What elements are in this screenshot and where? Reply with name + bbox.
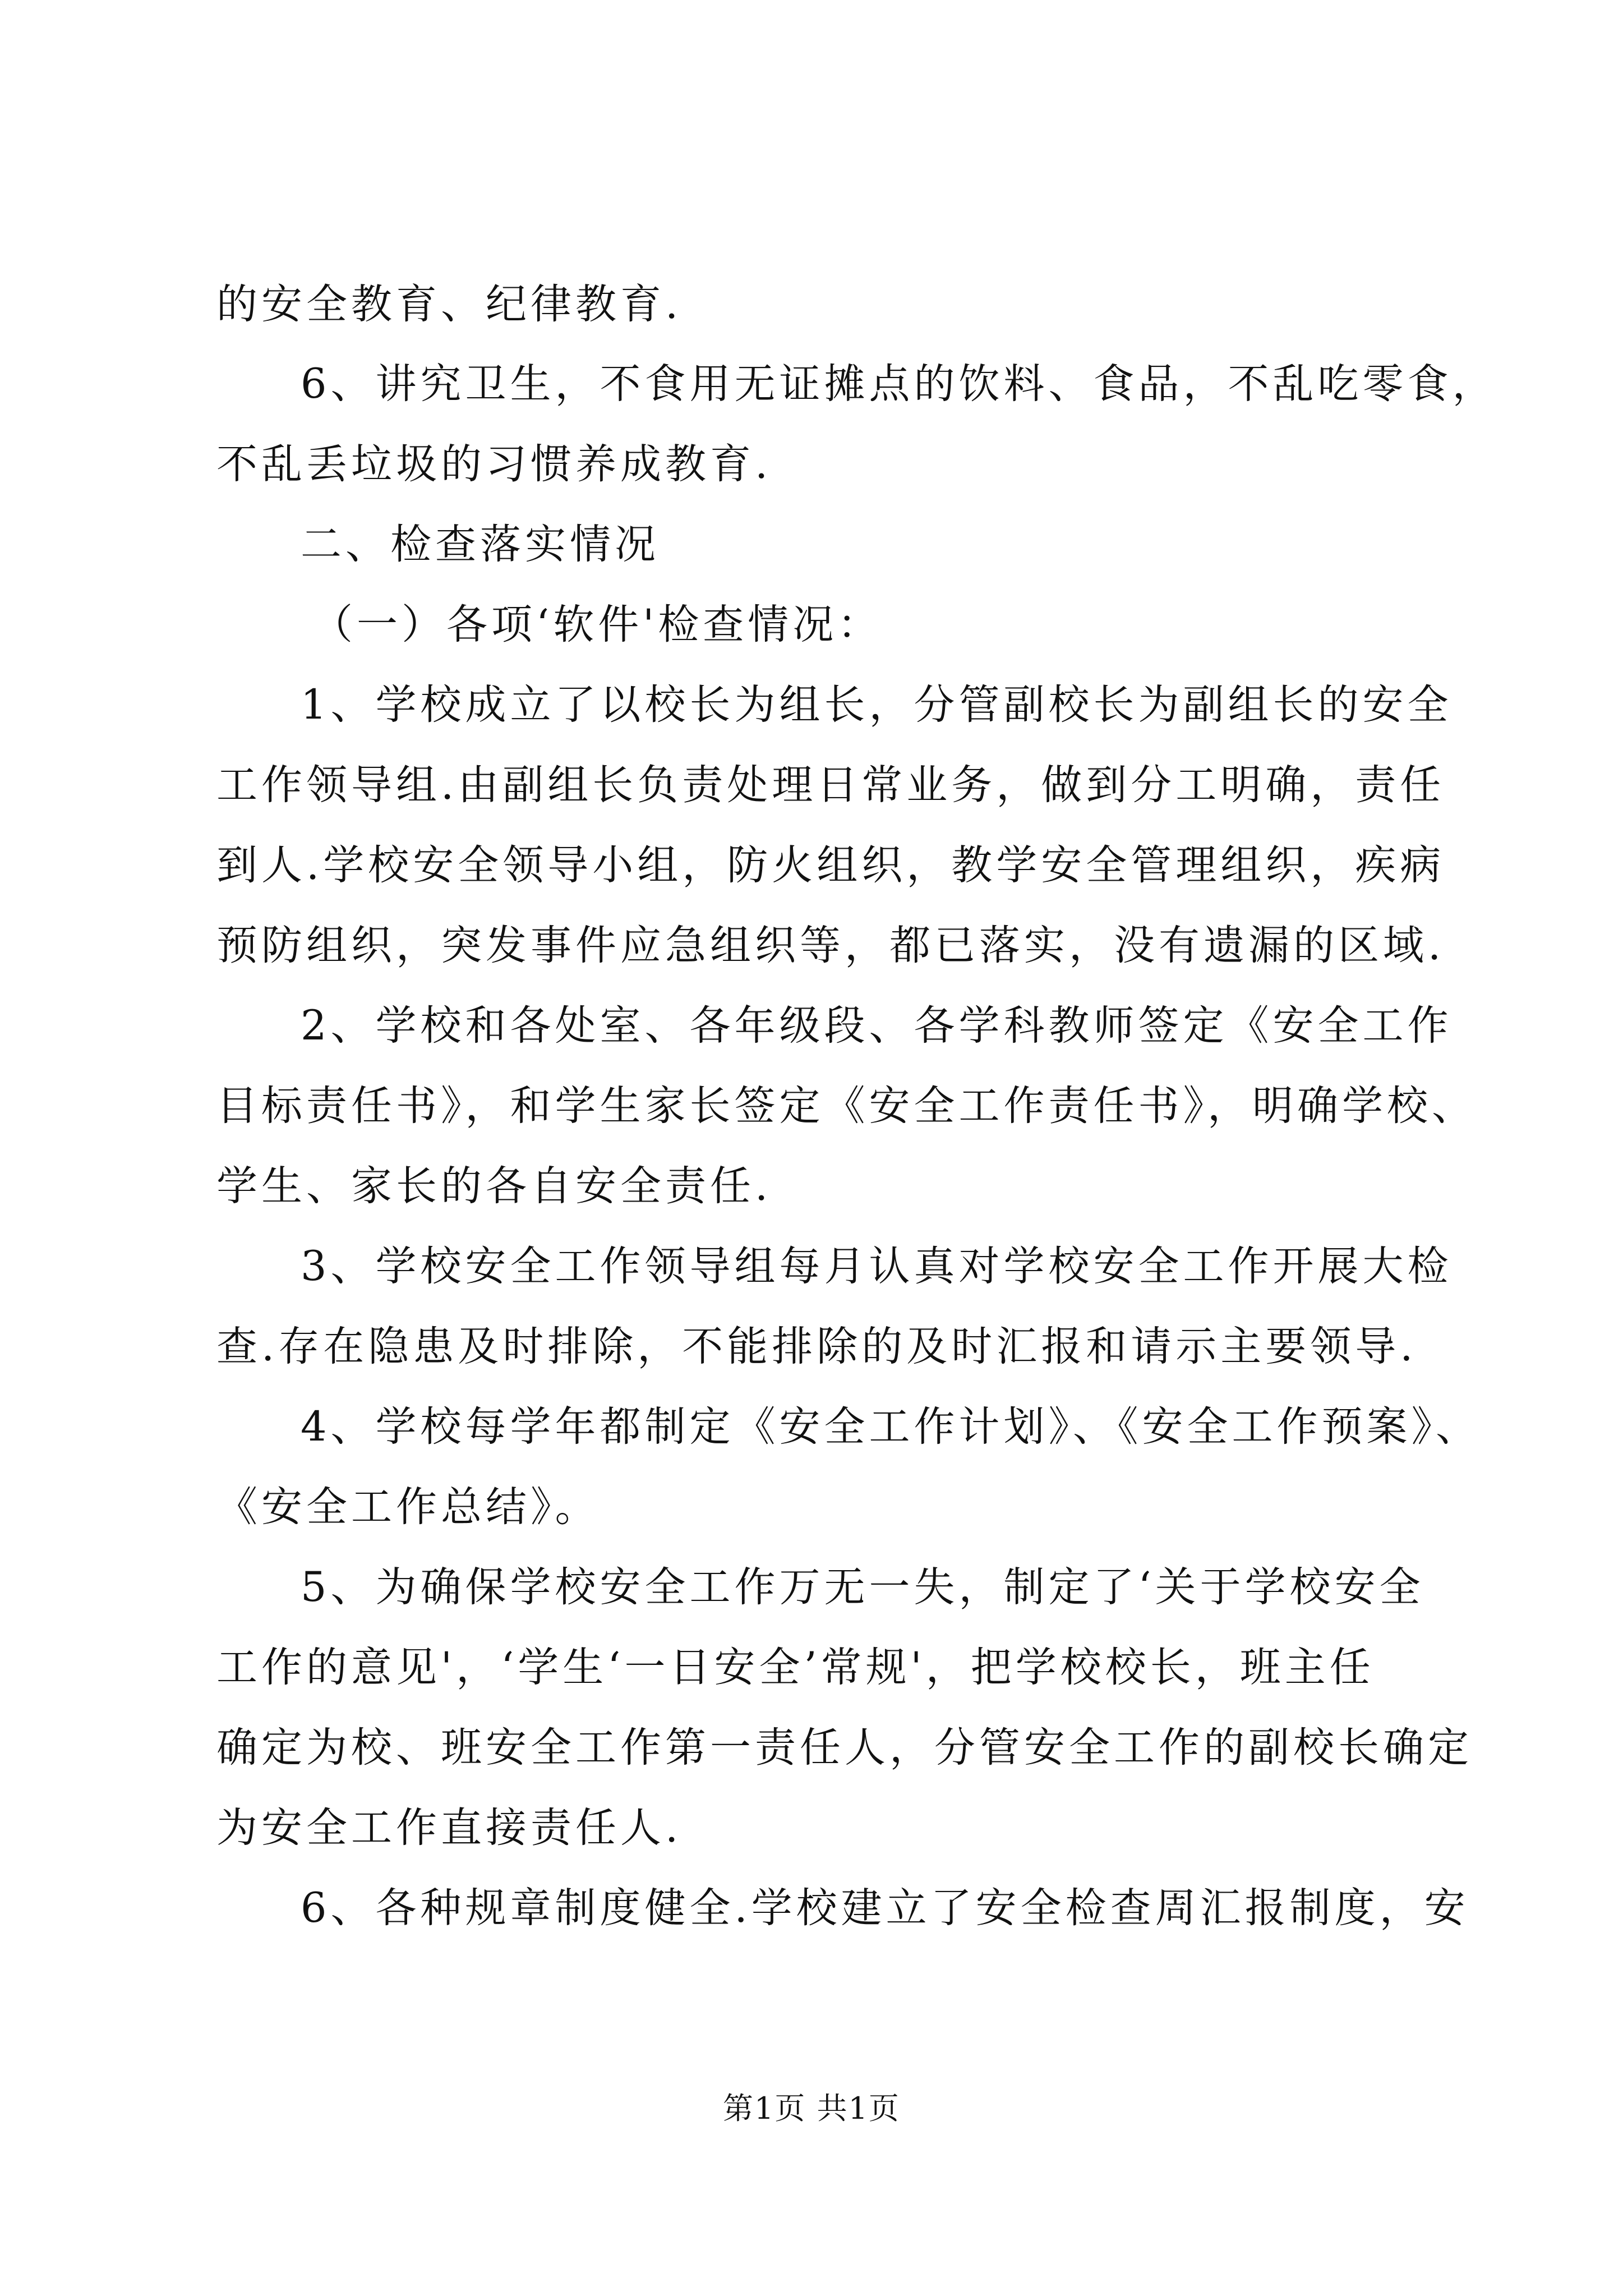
text-line: 工作领导组.由副组长负责处理日常业务，做到分工明确，责任 [216,761,1445,809]
paragraph-line: 1、学校成立了以校长为组长，分管副校长为副组长的安全 [301,681,1453,729]
page-number-footer: 第1页 共1页 [723,2091,900,2126]
paragraph-line: 2、学校和各处室、各年级段、各学科教师签定《安全工作 [301,1002,1453,1050]
text-line: 的安全教育、纪律教育. [216,280,683,328]
text-line: 查.存在隐患及时排除，不能排除的及时汇报和请示主要领导. [216,1323,1417,1370]
text-line: 不乱丢垃圾的习惯养成教育. [216,440,772,488]
paragraph-line: 3、学校安全工作领导组每月认真对学校安全工作开展大检 [301,1243,1453,1290]
section-heading: 二、检查落实情况 [301,521,660,568]
text-line: 预防组织，突发事件应急组织等，都已落实，没有遗漏的区域. [216,922,1445,969]
subsection-heading: （一）各项‘软件'检查情况： [312,601,883,648]
text-line: 工作的意见'，‘学生‘一日安全’常规'，把学校校长，班主任 [216,1644,1375,1691]
text-line: 目标责任书》，和学生家长签定《安全工作责任书》，明确学校、 [216,1082,1477,1130]
text-line: 为安全工作直接责任人. [216,1804,683,1852]
paragraph-line: 6、讲究卫生，不食用无证摊点的饮料、食品，不乱吃零食， [301,360,1497,408]
text-line: 确定为校、班安全工作第一责任人，分管安全工作的副校长确定 [216,1724,1473,1772]
paragraph-line: 5、为确保学校安全工作万无一失，制定了‘关于学校安全 [301,1563,1424,1611]
text-line: 《安全工作总结》。 [216,1483,600,1531]
paragraph-line: 6、各种规章制度健全.学校建立了安全检查周汇报制度，安 [301,1884,1469,1932]
text-line: 到人.学校安全领导小组，防火组织，教学安全管理组织，疾病 [216,841,1445,889]
paragraph-line: 4、学校每学年都制定《安全工作计划》、《安全工作预案》、 [301,1403,1481,1451]
text-line: 学生、家长的各自安全责任. [216,1162,772,1210]
